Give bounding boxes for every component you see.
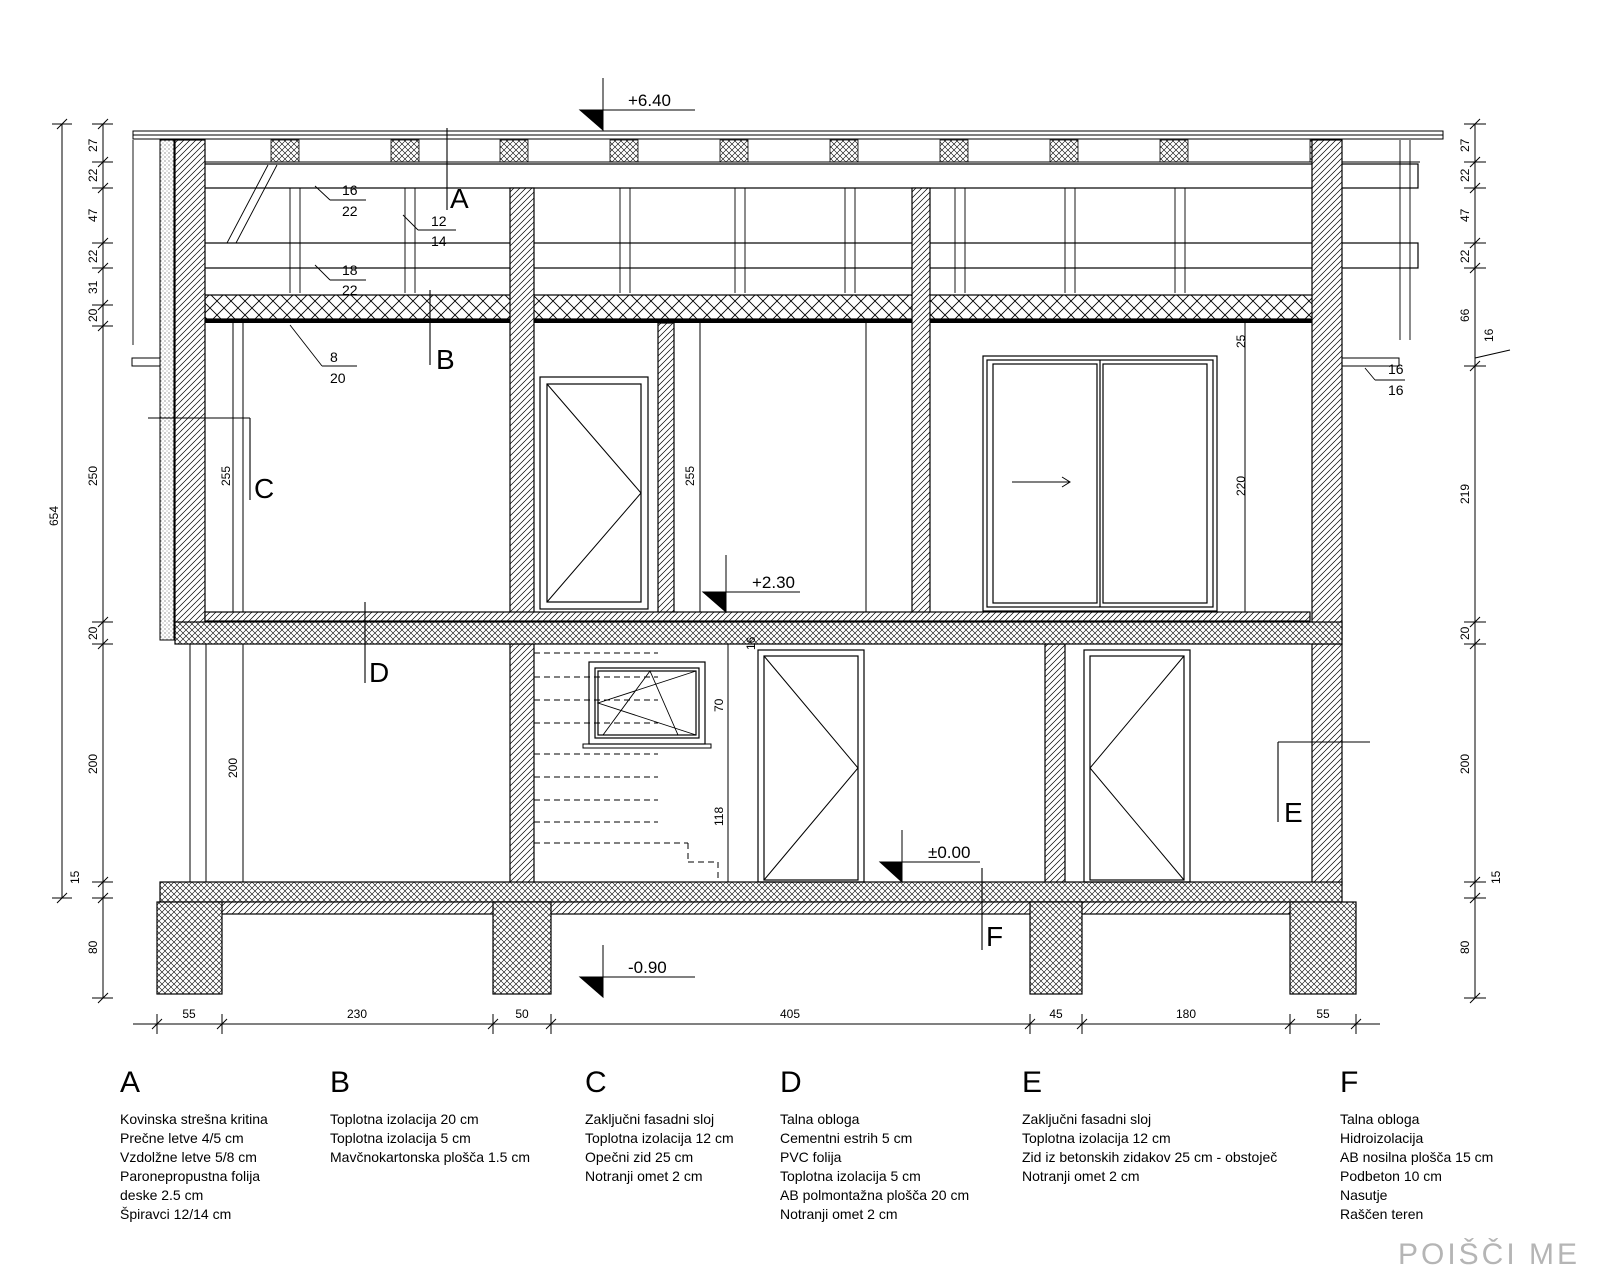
legend-d-letter: D: [780, 1066, 802, 1099]
level-foundation-label: -0.90: [628, 958, 667, 977]
right-dim-200: 200: [1458, 753, 1472, 774]
legend-item: Špiravci 12/14 cm: [120, 1206, 232, 1222]
legend-item: Nasutje: [1340, 1187, 1388, 1203]
legend-item: Talna obloga: [780, 1111, 860, 1127]
legend-item: Toplotna izolacija 20 cm: [330, 1111, 479, 1127]
inner-dim-118: 118: [712, 806, 726, 826]
eave-tick-label: 16: [1482, 328, 1496, 342]
legend-item: Cementni estrih 5 cm: [780, 1130, 913, 1146]
legend-f: [1340, 1066, 1580, 1224]
right-dim-22a: 22: [1458, 168, 1472, 182]
inner-dim-16: 16: [744, 636, 758, 650]
level-ground: [880, 830, 980, 882]
eave-label-top: 16: [1388, 361, 1404, 377]
legend-item: Mavčnokartonska plošča 1.5 cm: [330, 1149, 530, 1165]
upper-door: [540, 377, 648, 609]
right-dim-27: 27: [1458, 138, 1472, 152]
beam-label-bottom: 20: [330, 370, 346, 386]
left-dim-22a: 22: [86, 168, 100, 182]
watermark: POIŠČI ME: [1397, 1238, 1580, 1271]
layer-labels: [290, 186, 1405, 380]
rafter-label-1-top: 16: [342, 182, 358, 198]
level-top-label: +6.40: [628, 91, 672, 110]
legend-f-letter: F: [1340, 1066, 1359, 1099]
legend-b-letter: B: [330, 1066, 351, 1099]
left-dim-47: 47: [86, 208, 100, 222]
rafter-label-3-bottom: 22: [342, 282, 358, 298]
roof: [132, 131, 1443, 640]
ceiling-insulation: [205, 295, 1315, 323]
legend-item: Zid iz betonskih zidakov 25 cm - obstoječ: [1022, 1149, 1278, 1165]
legend-item: Toplotna izolacija 5 cm: [330, 1130, 471, 1146]
legend-item: Notranji omet 2 cm: [1022, 1168, 1140, 1184]
stairs: [534, 653, 718, 882]
left-dim-250: 250: [86, 465, 100, 486]
legend-item: Paronepropustna folija: [120, 1168, 261, 1184]
right-dim-20: 20: [1458, 626, 1472, 640]
legend-item: Raščen teren: [1340, 1206, 1424, 1222]
legend-b: [330, 1066, 570, 1167]
inner-dim-255-left: 255: [219, 465, 233, 486]
legend-item: AB polmontažna plošča 20 cm: [780, 1187, 970, 1203]
section-marker-f: F: [986, 921, 1004, 952]
section-marker-c: C: [254, 473, 275, 504]
roof-battens: [176, 140, 1338, 162]
section-marker-e: E: [1284, 797, 1303, 828]
right-dim-15: 15: [1489, 870, 1503, 884]
legend-item: Vzdolžne letve 5/8 cm: [120, 1149, 257, 1165]
left-dimension-chain: [52, 119, 113, 1003]
inner-dim-220: 220: [1234, 475, 1248, 496]
bottom-dim-55a: 55: [182, 1007, 196, 1021]
legend-item: Prečne letve 4/5 cm: [120, 1130, 244, 1146]
level-top: [580, 78, 695, 130]
ground-door-1: [758, 650, 864, 882]
legend-item: Zaključni fasadni sloj: [1022, 1111, 1152, 1127]
left-dim-22b: 22: [86, 249, 100, 263]
inner-dim-25: 25: [1234, 334, 1248, 348]
small-window: [583, 662, 711, 748]
foundations: [157, 902, 1356, 994]
left-dim-20b: 20: [86, 626, 100, 640]
floor-slabs: [160, 612, 1342, 914]
right-dim-80: 80: [1458, 940, 1472, 954]
left-dim-27: 27: [86, 138, 100, 152]
bottom-dim-55b: 55: [1316, 1007, 1330, 1021]
section-marker-a: A: [450, 183, 469, 214]
legend-c-letter: C: [585, 1066, 607, 1099]
inner-dim-255-mid: 255: [683, 465, 697, 486]
sliding-window: [983, 356, 1217, 611]
level-foundation: [580, 945, 695, 997]
left-dim-15: 15: [68, 870, 82, 884]
bottom-dim-50: 50: [515, 1007, 529, 1021]
section-marker-b: B: [436, 344, 455, 375]
legend-d: [780, 1066, 1020, 1224]
legend-item: Talna obloga: [1340, 1111, 1420, 1127]
legend-item: PVC folija: [780, 1149, 842, 1165]
ground-door-2: [1084, 650, 1190, 882]
rafter-label-2-top: 12: [431, 213, 447, 229]
left-dim-200: 200: [86, 753, 100, 774]
left-dim-total: 654: [47, 505, 61, 526]
legend-e-letter: E: [1022, 1066, 1043, 1099]
legend-a-letter: A: [120, 1066, 141, 1099]
legend-item: Toplotna izolacija 12 cm: [585, 1130, 734, 1146]
legend-item: Kovinska strešna kritina: [120, 1111, 268, 1127]
legend-item: deske 2.5 cm: [120, 1187, 204, 1203]
rafter-label-2-bottom: 14: [431, 233, 447, 249]
legend-item: AB nosilna plošča 15 cm: [1340, 1149, 1494, 1165]
legend-e: [1022, 1066, 1278, 1186]
right-dimension-text: [1458, 138, 1503, 954]
legend-item: Notranji omet 2 cm: [780, 1206, 898, 1222]
right-dim-66: 66: [1458, 308, 1472, 322]
left-dim-20a: 20: [86, 308, 100, 322]
bottom-dim-180: 180: [1175, 1007, 1197, 1021]
legend-item: Toplotna izolacija 5 cm: [780, 1168, 921, 1184]
legend-item: Zaključni fasadni sloj: [585, 1111, 715, 1127]
legend-item: Opečni zid 25 cm: [585, 1149, 694, 1165]
legend-item: Toplotna izolacija 12 cm: [1022, 1130, 1171, 1146]
bottom-dim-45: 45: [1049, 1007, 1063, 1021]
right-dim-47: 47: [1458, 208, 1472, 222]
inner-dim-200: 200: [226, 757, 240, 778]
right-dim-219: 219: [1458, 483, 1472, 504]
left-dimension-text: [47, 138, 100, 954]
legend-item: Hidroizolacija: [1340, 1130, 1424, 1146]
inner-dimension-text: [219, 334, 1248, 826]
left-dim-80: 80: [86, 940, 100, 954]
section-marker-d: D: [369, 657, 390, 688]
inner-dim-70: 70: [712, 698, 726, 712]
left-dim-31: 31: [86, 280, 100, 294]
bottom-dim-230: 230: [346, 1007, 368, 1021]
bottom-dim-405: 405: [779, 1007, 801, 1021]
rafter-label-3-top: 18: [342, 262, 358, 278]
bottom-dimension-text: [182, 1007, 1330, 1021]
level-floor: [703, 555, 800, 612]
legend-a: [120, 1066, 360, 1224]
beam-label-top: 8: [330, 349, 338, 365]
rafter-label-1-bottom: 22: [342, 203, 358, 219]
legend-item: Podbeton 10 cm: [1340, 1168, 1442, 1184]
eave-label-bottom: 16: [1388, 382, 1404, 398]
right-dim-22b: 22: [1458, 249, 1472, 263]
level-floor-label: +2.30: [752, 573, 796, 592]
legend-item: Notranji omet 2 cm: [585, 1168, 703, 1184]
level-ground-label: ±0.00: [928, 843, 971, 862]
